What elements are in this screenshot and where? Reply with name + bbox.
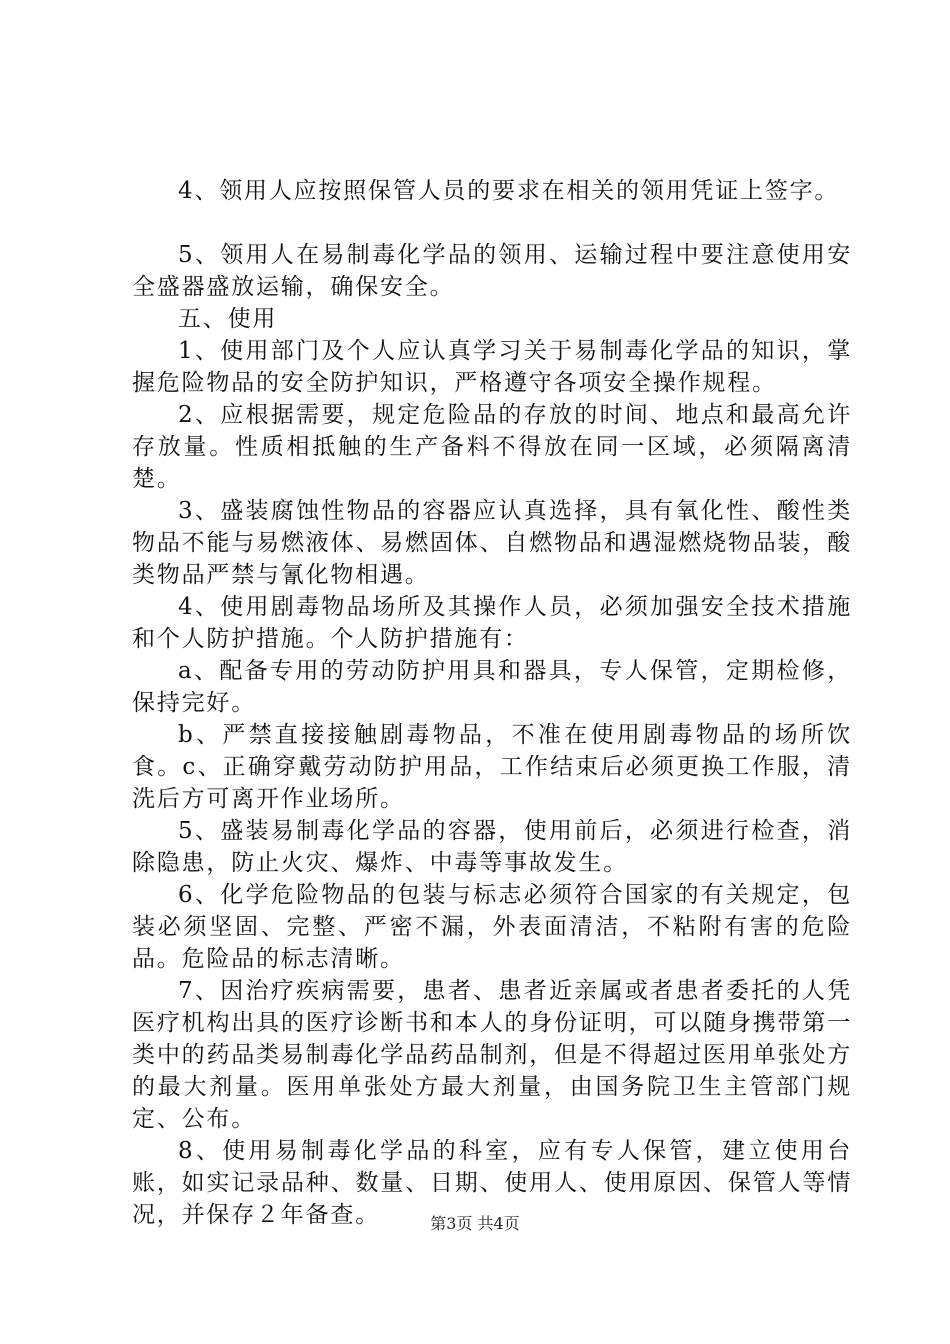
paragraph-use-3: 3、盛装腐蚀性物品的容器应认真选择，具有氧化性、酸性类物品不能与易燃液体、易燃固体、自燃物品和遇湿燃烧物品装，酸类物品严禁与氰化物相遇。	[132, 498, 852, 588]
document-body	[132, 175, 852, 1231]
paragraph-transport-safety: 5、领用人在易制毒化学品的领用、运输过程中要注意使用安全盛器盛放运输，确保安全。	[132, 242, 852, 300]
paragraph-use-1: 1、使用部门及个人应认真学习关于易制毒化学品的知识，掌握危险物品的安全防护知识，严格遵守各项安全操作规程。	[132, 338, 852, 396]
paragraph-use-2: 2、应根据需要，规定危险品的存放的时间、地点和最高允许存放量。性质相抵触的生产备料不得放在同一区域，必须隔离清楚。	[132, 402, 852, 492]
paragraph-use-6: 6、化学危险物品的包装与标志必须符合国家的有关规定，包装必须坚固、完整、严密不漏，外表面清洁，不粘附有害的危险品。危险品的标志清晰。	[132, 882, 852, 972]
paragraph-use-5: 5、盛装易制毒化学品的容器，使用前后，必须进行检查，消除隐患，防止火灾、爆炸、中毒等事故发生。	[132, 818, 852, 876]
page-number-footer: 第3页 共4页	[430, 1214, 520, 1233]
paragraph-use-4b: b、严禁直接接触剧毒物品，不准在使用剧毒物品的场所饮食。c、正确穿戴劳动防护用品，工作结束后必须更换工作服，清洗后方可离开作业场所。	[132, 722, 852, 812]
paragraph-use-7: 7、因治疗疾病需要，患者、患者近亲属或者患者委托的人凭医疗机构出具的医疗诊断书和本人的身份证明，可以随身携带第一类中的药品类易制毒化学品药品制剂，但是不得超过医用单张处方的最大剂量。医用单张处方最大剂量，由国务院卫生主管部门规定、公布。	[132, 978, 852, 1132]
paragraph-use-8: 8、使用易制毒化学品的科室，应有专人保管，建立使用台账，如实记录品种、数量、日期、使用人、使用原因、保管人等情况，并保存２年备查。	[132, 1138, 852, 1228]
paragraph-collection-signature: 4、领用人应按照保管人员的要求在相关的领用凭证上签字。	[178, 178, 840, 204]
paragraph-use-4: 4、使用剧毒物品场所及其操作人员，必须加强安全技术措施和个人防护措施。个人防护措施有：	[132, 594, 852, 652]
paragraph-use-4a: a、配备专用的劳动防护用具和器具，专人保管，定期检修，保持完好。	[132, 658, 852, 716]
section-heading-use: 五、使用	[178, 306, 278, 332]
